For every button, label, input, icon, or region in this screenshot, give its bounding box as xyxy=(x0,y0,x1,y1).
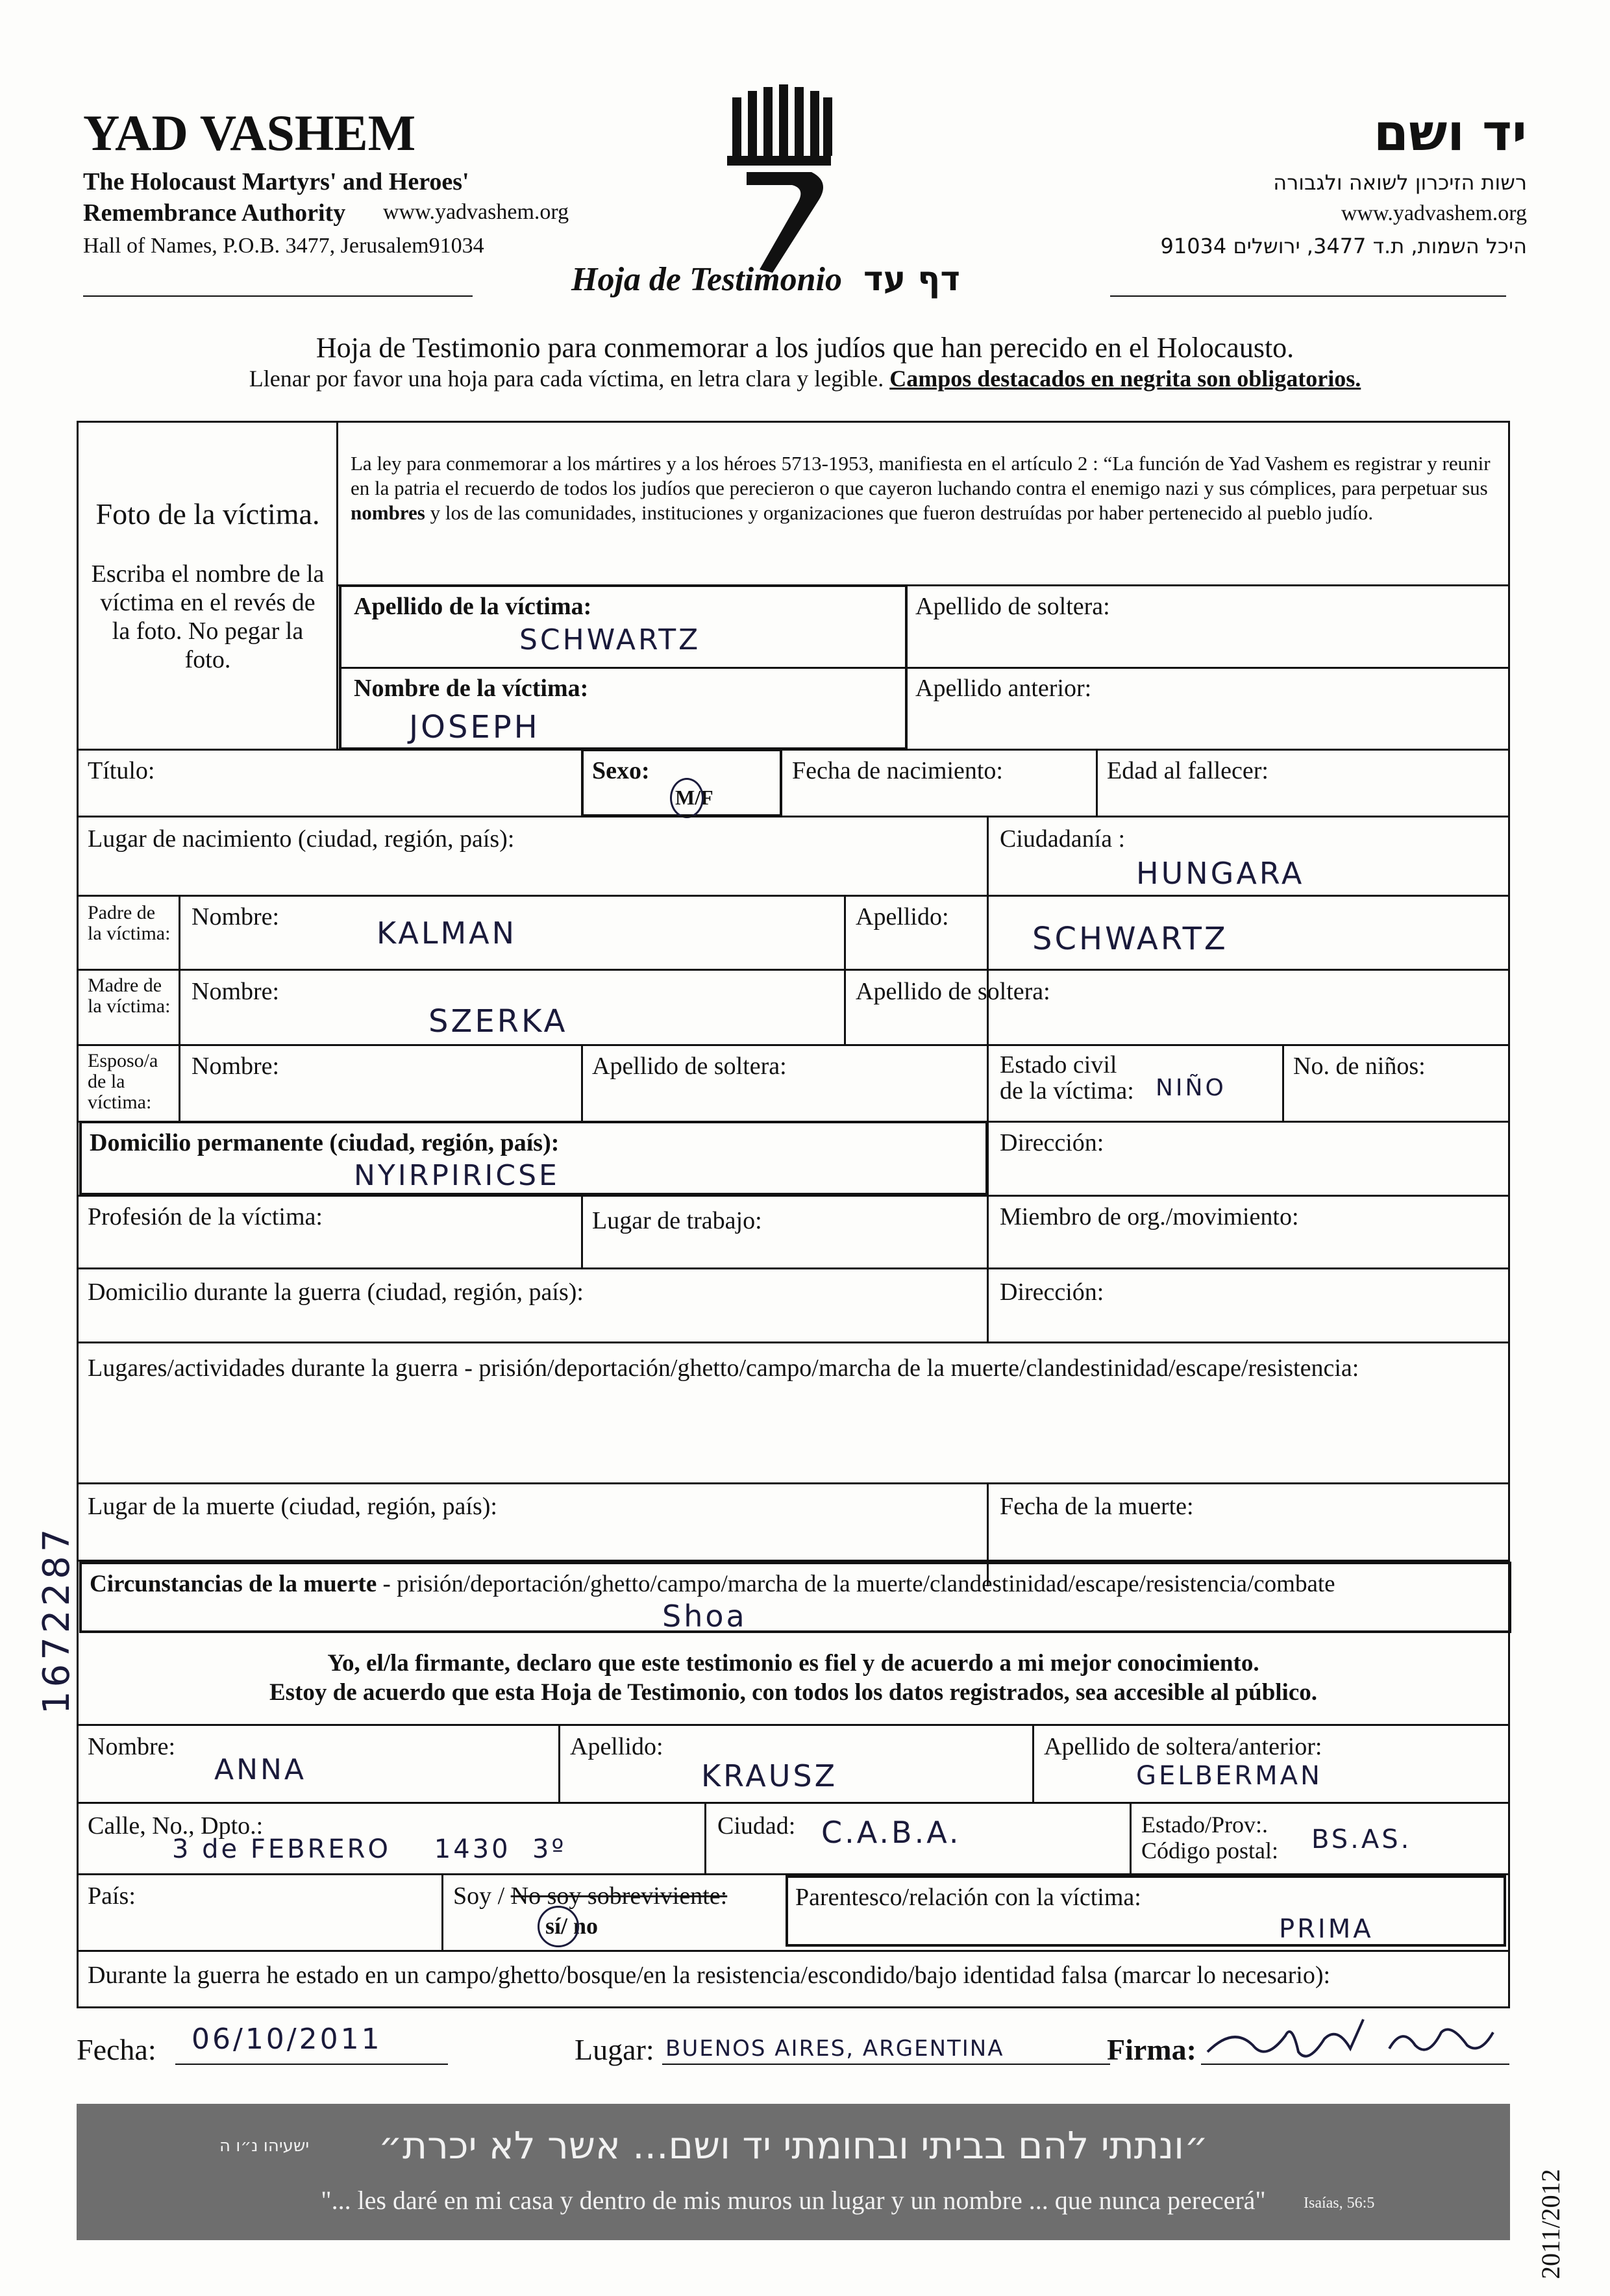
civil-status-label-1: Estado civil xyxy=(1000,1051,1117,1079)
law-text xyxy=(351,451,1493,525)
circ-label xyxy=(90,1570,1335,1598)
heb-website: www.yadvashem.org xyxy=(1341,201,1527,225)
mother-tag: Madre de la víctima: xyxy=(88,975,171,1017)
rule-spouse-mid xyxy=(581,1044,583,1122)
heb-name: יד ושם xyxy=(1373,104,1527,162)
places-label: Lugares/actividades durante la guerra - prisión/deportación/ghetto/campo/marcha de la muerte/clandestinidad/escape/resistencia: xyxy=(88,1354,1359,1382)
citizenship-value[interactable]: HUNGARA xyxy=(1136,856,1305,891)
rule-war-top xyxy=(77,1267,1510,1269)
declaration-line1: Yo, el/la firmante, declaro que este testimonio es fiel y de acuerdo a mi mejor conocimiento. xyxy=(327,1650,1259,1677)
survivor-circle-icon xyxy=(538,1906,579,1947)
civil-status-value[interactable]: NIÑO xyxy=(1156,1075,1226,1101)
victim-firstname-value[interactable]: JOSEPH xyxy=(409,709,540,745)
victim-firstname-label: Nombre de la víctima: xyxy=(354,675,589,702)
circ-value[interactable]: Shoa xyxy=(662,1599,747,1634)
member-label: Miembro de org./movimiento: xyxy=(1000,1203,1299,1230)
header-rule-right xyxy=(1110,295,1506,297)
father-name-value[interactable]: KALMAN xyxy=(377,916,517,951)
rule-mother-top xyxy=(77,969,1510,971)
org-sub2: Remembrance Authority xyxy=(83,199,346,227)
wartime-label: Domicilio durante la guerra (ciudad, región, país): xyxy=(88,1279,584,1306)
date-label: Fecha: xyxy=(77,2033,156,2066)
circ-label-text: - prisión/deportación/ghetto/campo/marcha de la muerte/clandestinidad/escape/resistencia/combate xyxy=(382,1571,1335,1597)
sub-surname-label: Apellido: xyxy=(570,1733,663,1760)
spouse-maiden-label: Apellido de soltera: xyxy=(592,1053,787,1080)
sub-maiden-label: Apellido de soltera/anterior: xyxy=(1044,1733,1322,1760)
footer-heb-quote: ״ונתתי להם בביתי ובחומתי יד ושם... אשר לא יכרת״ xyxy=(378,2123,1209,2167)
street-value[interactable]: 3 de FEBRERO 1430 3º xyxy=(172,1834,567,1864)
form-title-es: Hoja de Testimonio xyxy=(571,261,842,298)
org-sub1: The Holocaust Martyrs' and Heroes' xyxy=(83,168,469,195)
sex-circle-icon xyxy=(670,778,704,818)
rule-places-top xyxy=(77,1341,1510,1343)
rule-street-mid1 xyxy=(704,1802,706,1873)
survivor-value[interactable]: sí/ no xyxy=(545,1913,599,1939)
father-tag: Padre de la víctima: xyxy=(88,902,171,944)
spouse-tag: Esposo/a de la víctima: xyxy=(88,1050,158,1113)
org-website: www.yadvashem.org xyxy=(383,200,569,224)
margin-year: 2011/2012 xyxy=(1536,2169,1565,2279)
rule-warstatus-top xyxy=(77,1950,1510,1952)
war-status-label: Durante la guerra he estado en un campo/ghetto/bosque/en la resistencia/escondido/bajo identidad falsa (marcar lo necesario): xyxy=(88,1962,1331,1989)
heb-sub: רשות הזיכרון לשואה ולגבורה xyxy=(1273,170,1527,195)
father-surname-value[interactable]: SCHWARTZ xyxy=(1032,921,1228,957)
street-label: Calle, No., Dpto.: xyxy=(88,1812,264,1840)
place-line xyxy=(662,2064,1110,2065)
sub-name-value[interactable]: ANNA xyxy=(214,1753,307,1786)
form-title xyxy=(571,260,960,299)
yad-vashem-logo-icon xyxy=(721,84,837,279)
postal-label: Código postal: xyxy=(1141,1838,1279,1864)
birth-date-label: Fecha de nacimiento: xyxy=(792,757,1003,784)
rule-age-left xyxy=(1096,749,1098,817)
sex-value[interactable]: M/F xyxy=(675,786,713,809)
rule-father-top xyxy=(77,895,1510,897)
survivor-strike: No soy sobreviviente: xyxy=(510,1882,728,1910)
declaration-line2: Estoy de acuerdo que esta Hoja de Testimonio, con todos los datos registrados, sea accesible al público. xyxy=(269,1679,1317,1706)
place-value[interactable]: BUENOS AIRES, ARGENTINA xyxy=(665,2036,1004,2062)
profession-label: Profesión de la víctima: xyxy=(88,1203,323,1230)
father-surname-label: Apellido: xyxy=(856,903,949,930)
intro-line2-bold: Campos destacados en negrita son obligatorios. xyxy=(889,366,1361,392)
relation-value[interactable]: PRIMA xyxy=(1279,1914,1374,1944)
footer-banner xyxy=(77,2104,1510,2240)
victim-maiden-label: Apellido de soltera: xyxy=(915,593,1110,620)
victim-previous-label: Apellido anterior: xyxy=(915,675,1092,702)
civil-status-label xyxy=(1000,1052,1134,1104)
relation-label: Parentesco/relación con la víctima: xyxy=(795,1884,1141,1911)
rule-children-left xyxy=(1282,1044,1284,1122)
law-text-part1: La ley para conmemorar a los mártires y a los héroes 5713-1953, manifiesta en el artículo 2 : “La función de Yad Vashem es registrar y reunir en la patria el recuerdo de todos los judíos que perecieron o que cayeron luchando contra el enemigo nazi y sus cómplices, para perpetuar sus xyxy=(351,452,1491,499)
rule-spouse-top xyxy=(77,1044,1510,1046)
rule-sub-top xyxy=(77,1724,1510,1726)
city-label: Ciudad: xyxy=(717,1812,796,1840)
footer-es-quote: "... les daré en mi casa y dentro de mis muros un lugar y un nombre ... que nunca perecerá" xyxy=(321,2186,1266,2215)
rule-victim-mid-right xyxy=(908,667,1510,669)
mother-maiden-label: Apellido de soltera: xyxy=(856,978,1050,1005)
country-label: País: xyxy=(88,1882,136,1910)
perm-label: Domicilio permanente (ciudad, región, país): xyxy=(90,1129,560,1156)
victim-title-label: Título: xyxy=(88,757,155,784)
victim-surname-value[interactable]: SCHWARTZ xyxy=(519,623,701,656)
citizenship-label: Ciudadanía : xyxy=(1000,825,1126,853)
heb-address: היכל השמות, ת.ד 3477, ירושלים 91034 xyxy=(1160,234,1527,258)
rule-sub-mid2 xyxy=(1032,1724,1034,1802)
sex-label: Sexo: xyxy=(592,757,650,784)
state-label xyxy=(1141,1812,1278,1864)
rule-prof-mid xyxy=(581,1195,583,1267)
mother-name-value[interactable]: SZERKA xyxy=(428,1003,568,1040)
footer-heb-source: ישעיהו נ״ו ה xyxy=(219,2136,310,2156)
photo-title: Foto de la víctima. xyxy=(95,497,320,530)
rule-prof-top xyxy=(77,1195,1510,1197)
rule-street-top xyxy=(77,1802,1510,1804)
sub-maiden-value[interactable]: GELBERMAN xyxy=(1136,1761,1322,1791)
rule-family-tag xyxy=(179,895,180,1122)
date-value[interactable]: 06/10/2011 xyxy=(192,2023,382,2056)
perm-address-label: Dirección: xyxy=(1000,1129,1104,1156)
rule-title-top xyxy=(77,749,1510,751)
intro-line2-text: Llenar por favor una hoja para cada víctima, en letra clara y legible. xyxy=(249,366,884,392)
rule-birth-top xyxy=(77,816,1510,817)
children-label: No. de niños: xyxy=(1293,1053,1426,1080)
rule-death-top xyxy=(77,1482,1510,1484)
intro-line1: Hoja de Testimonio para conmemorar a los judíos que han perecido en el Holocausto. xyxy=(316,332,1294,364)
law-text-part2: y los de las comunidades, instituciones y organizaciones que fueron destruídas por haber pertenecido al pueblo judío. xyxy=(430,501,1374,524)
state-value[interactable]: BS.AS. xyxy=(1311,1825,1412,1854)
workplace-label: Lugar de trabajo: xyxy=(592,1207,762,1234)
org-address: Hall of Names, P.O.B. 3477, Jerusalem91034 xyxy=(83,234,484,258)
header-rule-left xyxy=(83,295,473,297)
perm-value[interactable]: NYIRPIRICSE xyxy=(354,1159,560,1192)
place-label: Lugar: xyxy=(575,2033,654,2066)
survivor-label xyxy=(453,1882,727,1910)
signature-icon[interactable] xyxy=(1195,2013,1500,2071)
intro-line2 xyxy=(0,365,1610,392)
mother-name-label: Nombre: xyxy=(192,978,280,1005)
age-label: Edad al fallecer: xyxy=(1107,757,1269,784)
rule-victim-mid xyxy=(339,667,908,669)
circ-label-bold: Circunstancias de la muerte xyxy=(90,1571,377,1597)
death-place-label: Lugar de la muerte (ciudad, región, país): xyxy=(88,1493,497,1520)
photo-instructions: Escriba el nombre de la víctima en el revés de la foto. No pegar la foto. xyxy=(91,560,325,673)
survivor-prefix: Soy / xyxy=(453,1882,505,1910)
sub-surname-value[interactable]: KRAUSZ xyxy=(701,1758,838,1793)
rule-sub-mid1 xyxy=(558,1724,560,1802)
wartime-address-label: Dirección: xyxy=(1000,1279,1104,1306)
sub-name-label: Nombre: xyxy=(88,1733,176,1760)
spouse-name-label: Nombre: xyxy=(192,1053,280,1080)
rule-street-mid2 xyxy=(1130,1802,1132,1873)
margin-number: 1672287 xyxy=(36,1525,78,1714)
city-value[interactable]: C.A.B.A. xyxy=(821,1815,961,1850)
victim-surname-label: Apellido de la víctima: xyxy=(354,593,592,620)
header xyxy=(0,0,1610,312)
state-label-1: Estado/Prov:. xyxy=(1141,1812,1268,1838)
civil-status-label-2: de la víctima: xyxy=(1000,1077,1134,1104)
footer-es-source: Isaías, 56:5 xyxy=(1304,2195,1375,2212)
date-line xyxy=(175,2064,448,2065)
rule-country-mid xyxy=(441,1873,443,1951)
father-name-label: Nombre: xyxy=(192,903,280,930)
death-date-label: Fecha de la muerte: xyxy=(1000,1493,1194,1520)
form-title-heb: דף עד xyxy=(863,260,960,299)
birthplace-label: Lugar de nacimiento (ciudad, región, país): xyxy=(88,825,515,853)
signature-label: Firma: xyxy=(1107,2033,1196,2066)
org-name: YAD VASHEM xyxy=(83,105,416,161)
law-text-bold: nombres xyxy=(351,501,425,524)
